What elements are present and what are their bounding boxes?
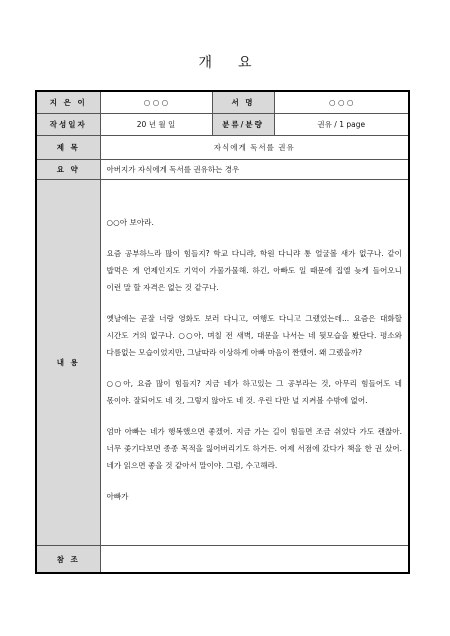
- category-value: 권유 / 1 page: [274, 114, 409, 136]
- category-label: 분류/분량: [212, 114, 274, 136]
- signature-label: 서 명: [212, 91, 274, 114]
- date-value: 20 년 월 일: [100, 114, 212, 136]
- subject-label: 제 목: [36, 136, 100, 160]
- summary-label: 요 약: [36, 160, 100, 180]
- document-title: 개요: [198, 55, 278, 71]
- content-row: [36, 180, 409, 546]
- summary-value: 아버지가 자식에게 독서를 권유하는 경우: [100, 160, 409, 180]
- author-value: ○ ○ ○: [100, 91, 212, 114]
- content-paragraph: 옛날에는 곧잘 너랑 영화도 보러 다니고, 여행도 다니고 그랬었는데... 요즘은 대화할 시간도 거의 없구나. ○○아, 며칠 전 새벽, 대문을 나서는 네 뒷모습을 봤단다. 평소와 다름없는 모습이었지만, 그날따라 이상하게 아빠 마음이 짠했어. 왜 그랬을까?: [106, 314, 402, 357]
- subject-row: [36, 136, 409, 160]
- signature-value: ○ ○ ○: [274, 91, 409, 114]
- document-form: [35, 90, 410, 574]
- content-signoff: 아빠가: [106, 492, 129, 501]
- subject-value: 자식에게 독서를 권유: [100, 136, 409, 160]
- content-paragraph: 엄마 아빠는 네가 행복했으면 좋겠어. 지금 가는 길이 힘들면 조금 쉬었다 가도 괜찮아. 너무 좇기다보면 종종 목적을 잃어버리기도 하거든. 어제 서점에 갔다가 책을 한 권 샀어. 네가 읽으면 좋을 것 같아서 말이야. 그럼, 수고해라.: [106, 427, 402, 470]
- content-body: [100, 180, 409, 546]
- reference-value: [100, 546, 409, 574]
- summary-row: [36, 160, 409, 180]
- date-label: 작성일자: [36, 114, 100, 136]
- author-row: [36, 91, 409, 114]
- date-row: [36, 114, 409, 136]
- reference-label: 참 조: [36, 546, 100, 574]
- content-paragraph: ○○아 보아라.: [106, 218, 154, 227]
- content-paragraph: ○○아, 요즘 많이 힘들지? 지금 네가 하고있는 그 공부라는 것, 아무리 힘들어도 네 몫이야. 잘되어도 네 것, 그렇지 않아도 네 것. 우린 다만 널 지켜볼 수밖에 없어.: [106, 379, 402, 405]
- reference-row: [36, 546, 409, 574]
- content-label: 내 용: [36, 180, 100, 546]
- author-label: 지 은 이: [36, 91, 100, 114]
- content-paragraph: 요즘 공부하느라 많이 힘들지? 학교 다니랴, 학원 다니랴 통 얼굴볼 새가 없구나. 같이 밥먹은 게 언제인지도 기억이 가물가물해. 하긴, 아빠도 일 때문에 집엘 늦게 들어오니 이런 말 할 자격은 없는 것 같구나.: [106, 249, 402, 292]
